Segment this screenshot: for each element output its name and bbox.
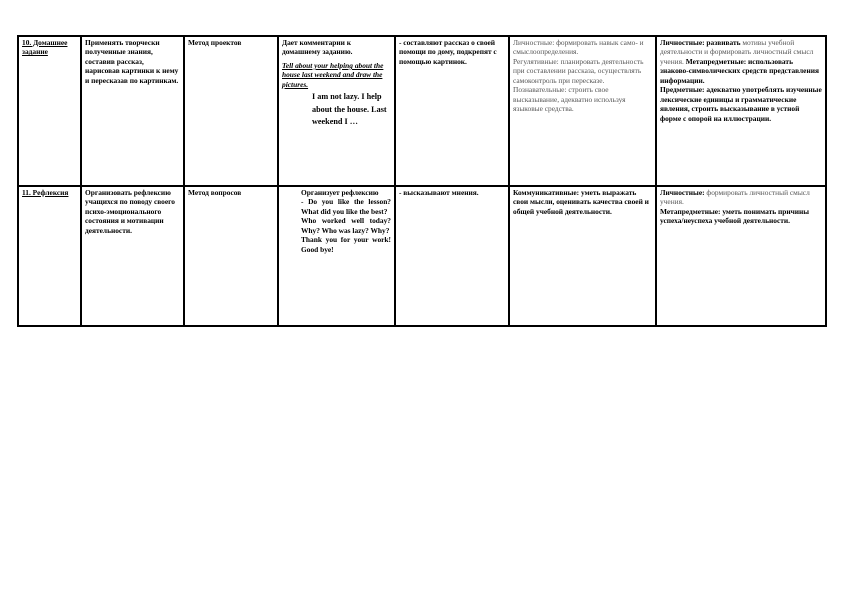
- table-row: [18, 186, 826, 326]
- result-meta-text: уметь понимать причины успеха/неуспеха учебной деятельности.: [660, 206, 810, 226]
- homework-example: I am not lazy. I help about the house. Last weekend I …: [312, 92, 387, 126]
- teacher-intro: Дает комментарии к домашнему заданию.: [282, 38, 353, 57]
- reflection-question-2: Who worked well today? Why? Who was lazy? Why?: [301, 216, 391, 235]
- activity-cell: [81, 36, 184, 186]
- table-row: [18, 36, 826, 186]
- lesson-plan-table: [17, 35, 827, 327]
- result-personal: [660, 188, 822, 207]
- stage-name: 11. Рефлексия: [22, 188, 69, 197]
- uud-communicative-label: Коммуникативные:: [513, 188, 580, 197]
- student-cell: [395, 186, 509, 326]
- student-text: - высказывают мнения.: [399, 188, 479, 197]
- uud-personal: [513, 38, 652, 57]
- reflection-question-1: - Do you like the lesson? What did you like the best?: [301, 197, 391, 216]
- uud-regulative-label: Регулятивные:: [513, 56, 559, 66]
- result-meta-label: Метапредметные:: [660, 206, 721, 216]
- teacher-intro: Организует рефлексию: [301, 188, 379, 197]
- result-meta: [660, 207, 822, 226]
- reflection-farewell: Thank you for your work! Good bye!: [301, 235, 391, 254]
- stage-cell: [18, 186, 81, 326]
- uud-personal-label: Личностные:: [513, 38, 555, 47]
- teacher-cell: [278, 186, 395, 326]
- uud-cognitive-text: строить свое высказывание, адекватно используя языковые средства.: [513, 85, 626, 114]
- result-personal: [660, 38, 822, 85]
- result-personal-label: Личностные:: [660, 188, 705, 197]
- uud-cell: [509, 36, 656, 186]
- method-text: Метод вопросов: [188, 188, 242, 197]
- results-cell: [656, 36, 826, 186]
- result-personal-text: мотивы учебной деятельности и формировать личностный смысл учения.: [660, 38, 814, 66]
- uud-cognitive: [513, 85, 652, 113]
- homework-task: Tell about your helping about the house last weekend and draw the pictures.: [282, 60, 384, 89]
- uud-communicative: [513, 188, 652, 216]
- teacher-cell: [278, 36, 395, 186]
- result-meta-label: Метапредметные:: [685, 56, 747, 66]
- result-meta-text: использовать знаково-символических средств представления информации.: [660, 56, 819, 85]
- uud-communicative-text: уметь выражать свои мысли, оценивать качества своей и общей учебной деятельности.: [513, 188, 649, 216]
- uud-regulative-text: планировать деятельность при составлении рассказа, осуществлять самоконтроль при пересказе.: [513, 56, 644, 85]
- result-personal-verb: развивать: [704, 38, 741, 47]
- uud-cell: [509, 186, 656, 326]
- student-cell: [395, 36, 509, 186]
- activity-text: Организовать рефлексию учащихся по поводу своего психо-эмоционального состояния и мотивации деятельности.: [85, 188, 176, 235]
- result-subject-text: адекватно употреблять изученные лексические единицы и грамматические явления, строить высказывание в устной форме с опорой на иллюстрации.: [660, 85, 822, 123]
- method-cell: [184, 186, 278, 326]
- result-subject-label: Предметные:: [660, 85, 705, 95]
- uud-regulative: [513, 57, 652, 85]
- method-cell: [184, 36, 278, 186]
- result-personal-text: формировать личностный смысл учения.: [660, 188, 810, 207]
- stage-cell: [18, 36, 81, 186]
- method-text: Метод проектов: [188, 38, 242, 47]
- result-subject: [660, 85, 822, 123]
- student-text: - составляют рассказ о своей помощи по дому, подкрепят с помощью картинок.: [399, 38, 497, 66]
- uud-cognitive-label: Познавательные:: [513, 85, 567, 95]
- results-cell: [656, 186, 826, 326]
- uud-personal-text: формировать навык само- и смыслоопределения.: [513, 38, 644, 57]
- result-personal-label: Личностные:: [660, 38, 705, 47]
- stage-name: 10. Домашнее задание: [22, 38, 68, 57]
- activity-cell: [81, 186, 184, 326]
- activity-text: Применять творчески полученные знания, составив рассказ, нарисовав картинки к нему и пересказав по картинкам.: [85, 38, 179, 85]
